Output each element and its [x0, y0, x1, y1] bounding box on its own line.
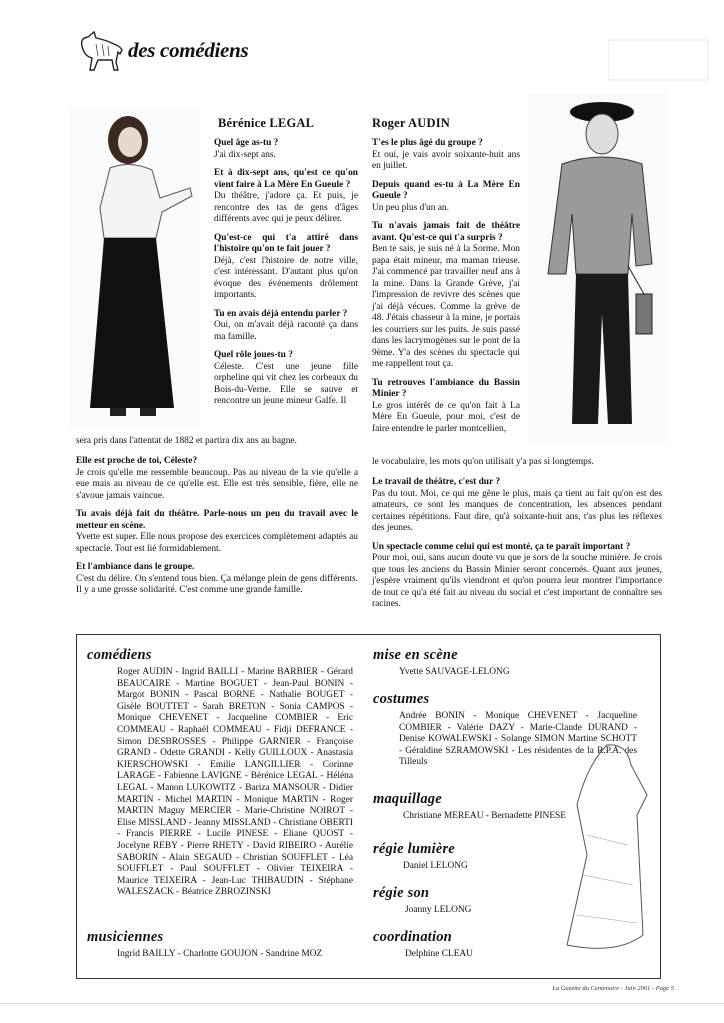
photo-berenice: [70, 108, 200, 428]
qa-item: Tu n'avais jamais fait de théâtre avant. Qu'est-ce qui t'a surpris ? Ben te sais, je suis né à la Sorme. Mon papa était mineur, ma maman trieuse. J'ai commencé par travailler neuf ans à la mine. Dans la Grande Grève, j'ai l'impression de revivre des scènes que j'ai déjà vécues. Comme la grève de 48. J'étais chasseur à la mine, je portais les courriers sur les puits. Je suis passé dans les lacrymogènes sur le pont de la 9ème. Y'a des scènes du spectacle qui me rappellent tout ça.: [372, 221, 520, 369]
qa-item: Tu en avais déjà entendu parler ? Oui, on m'avait déjà raconté ça dans ma famille.: [214, 308, 358, 342]
qa-item: T'es le plus âgé du groupe ? Et oui, je vais avoir soixante-huit ans en juillet.: [372, 138, 520, 171]
left-qa: [214, 138, 358, 408]
qa-item: Depuis quand es-tu à La Mère En Gueule ? Un peu plus d'un an.: [372, 179, 520, 213]
costumes-list: Andrée BONIN - Monique CHEVENET - Jacqueline COMBIER - Valérie DAZY - Marie-Claude DURAND - Denise KOWALEWSKI - Solange SIMON Martine SCHOTT - Géraldine SZRAMOWSKI - Les résidentes de la R.P.A. des Tilleuls: [399, 711, 637, 768]
section-title: maquillage: [373, 791, 442, 807]
section-title: costumes: [373, 691, 430, 707]
section-title: comédiens: [87, 647, 152, 663]
qa-item: Tu retrouves l'ambiance du Bassin Minier ? Le gros intérêt de ce qu'on fait à La Mère En Gueule, pour moi, c'est de faire entendre le parler montcellien,: [372, 377, 520, 434]
right-interviewee-name: Roger AUDIN: [372, 116, 451, 130]
page-title: des comédiens: [128, 38, 249, 62]
section-title: coordination: [373, 929, 452, 945]
right-qa-2: [372, 477, 662, 618]
left-qa-continuation: sera pris dans l'attentat de 1882 et partira dix ans au bagne.: [76, 436, 297, 446]
left-qa-2: [76, 456, 358, 604]
left-interviewee-name: Bérénice LEGAL: [218, 116, 315, 130]
section-title: régie lumière: [373, 841, 455, 857]
lumiere-list: Daniel LELONG: [403, 861, 468, 871]
musiciennes-list: Ingrid BAILLY - Charlotte GOUJON - Sandrine MOZ: [117, 949, 323, 959]
comediens-list: Roger AUDIN - Ingrid BAILLI - Marine BARBIER - Gérard BEAUCAIRE - Martine BOGUET - Jean-Paul BONIN - Margot BONIN - Pascal BORNE - Nathalie BOUGET - Gisèle BOUTTET - Sarah BRETON - Sonia CAMPOS - Monique CHEVENET - Jacqueline COMBIER - Eric COMMEAU - Raphaël COMMEAU - Fidji DEFRANCE - Simon DESBROSSES - Philippe GARNIER - Françoise GRAND - Odette GRANDI - Kelly GUILLOUX - Anastasia KIERSCHOWSKI - Emilie LANGILLIER - Corinne LARAGE - Fabienne LAVIGNE - Bérénice LEGAL - Héléna LEGAL - Manon LUKOWITZ - Bariza MANSOUR - Didier MARTIN - Michel MARTIN - Monique MARTIN - Roger MARTIN Maguy MERCIER - Marie-Christine NOIROT - Elise MISSLAND - Jeanny MISSLAND - Christiane OBERTI - Francis PIERRE - Lucile PINESE - Eliane QUOST - Jocelyne REBY - Pierre RHETY - David RIBEIRO - Aurélie SABORIN - Alain SEGAUD - Christian SOUFFLET - Léa SOUFFLET - Paul SOUFFLET - Olivier TEIXEIRA - Maurice TEIXEIRA - Jean-Luc THIBAUDIN - Stéphane WALESZACK - Béatrice ZBROZINSKI: [117, 667, 353, 898]
son-list: Joanny LELONG: [405, 905, 472, 915]
qa-item: Et à dix-sept ans, qu'est ce qu'on vient faire à La Mère En Gueule ? Du théâtre, j'adore ça. Et puis, je rencontre des tas de gens d'âges différents avec qui je peux délirer.: [214, 168, 358, 224]
page-footer: La Gazette du Centenaire - Juin 2001 - Page 5: [552, 985, 674, 992]
right-qa: [372, 138, 520, 435]
maquillage-list: Christiane MEREAU - Bernadette PINESE: [403, 811, 566, 821]
section-title: mise en scène: [373, 647, 458, 663]
qa-item: Un spectacle comme celui qui est monté, ça te paraît important ? Pour moi, oui, sans aucun doute vu que je sors de la souche minière. Je crois que tous les anciens du Bassin Minier seront concernés. Quant aux jeunes, j'espère vraiment qu'ils viendront et qu'on pourra leur montrer l'importance de tout ce qu'a été fait au niveau du social et c'est important de connaître ses racines.: [372, 541, 662, 609]
qa-item: Qu'est-ce qui t'a attiré dans l'histoire qu'on te fait jouer ? Déjà, c'est l'histoire de notre ville, c'est intéressant. D'autant plus qu'on évoque des événements drôlement importants.: [214, 232, 358, 300]
divider: [0, 1003, 724, 1004]
right-qa-continuation: le vocabulaire, les mots qu'on utilisait y'a pas si longtemps.: [372, 457, 594, 467]
sketch-figure: [547, 735, 657, 971]
photo-roger: [528, 94, 668, 444]
ghost-logo: [608, 30, 708, 90]
section-title: musiciennes: [87, 929, 164, 945]
mise-list: Yvette SAUVAGE-LELONG: [399, 667, 510, 677]
dog-logo: [74, 28, 126, 72]
qa-item: Le travail de théâtre, c'est dur ? Pas du tout. Moi, ce qui me gêne le plus, mais ça tient au fait qu'on est des amateurs, ce sont les manques de concentration, les absences pendant certaines répétitions. Faut dire, qu'à soixante-huit ans, t'as plus les réflexes des jeunes.: [372, 477, 662, 533]
qa-item: Et l'ambiance dans le groupe. C'est du délire. On s'entend tous bien. Ça mélange plein de gens différents. Il y a une grosse solidarité. C'est comme une grande famille.: [76, 562, 358, 595]
credits-box: [76, 634, 661, 979]
coordination-list: Delphine CLEAU: [405, 949, 473, 959]
qa-item: Elle est proche de toi, Céleste? Je crois qu'elle me ressemble beaucoup. Pas au niveau de la vie qu'elle a eue mais au niveau de ce qu'elle est. Elle est très sensible, fière, elle ne s'avoue jamais vaincue.: [76, 456, 358, 501]
qa-item: Tu avais déjà fait du théâtre. Parle-nous un peu du travail avec le metteur en scène. Yvette est super. Elle nous propose des exercices complètement adaptés au spectacle. Tout est lié formidablement.: [76, 509, 358, 554]
qa-item: Quel âge as-tu ? J'ai dix-sept ans.: [214, 138, 279, 160]
section-title: régie son: [373, 885, 430, 901]
qa-item: Quel rôle joues-tu ? Céleste. C'est une jeune fille orpheline qui vit chez les corbeaux du Bois-du-Verne. Elle se sauve et rencontre un jeune mineur Galfe. Il: [214, 350, 358, 406]
